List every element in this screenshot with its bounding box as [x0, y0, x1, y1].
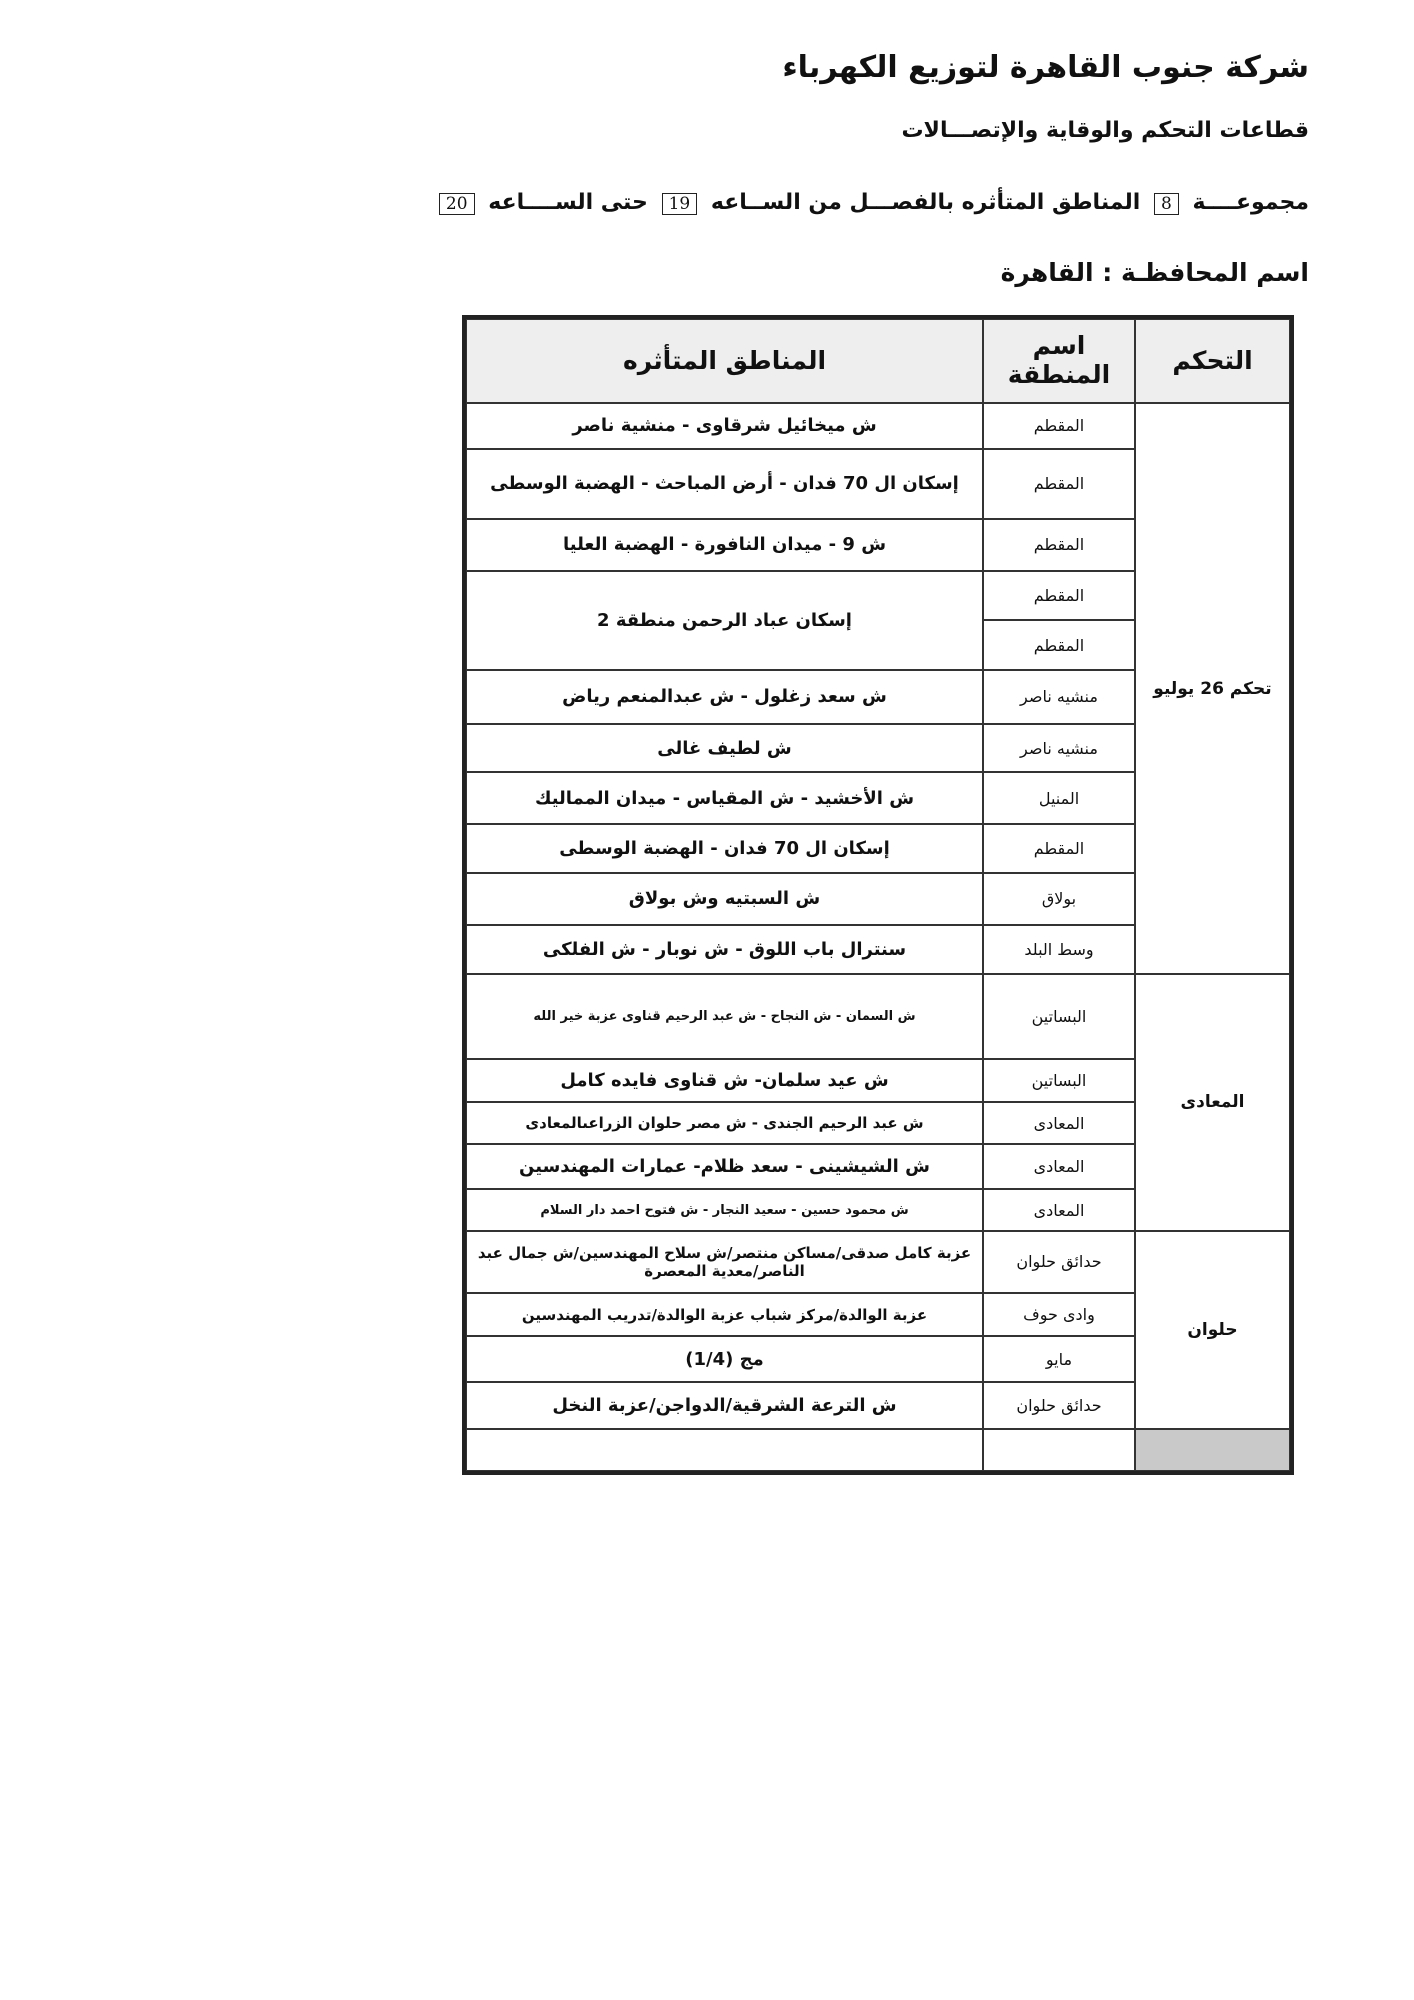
- region-cell: البساتين: [983, 974, 1135, 1059]
- region-cell: البساتين: [983, 1059, 1135, 1102]
- areas-cell: عزبة الوالدة/مركز شباب عزبة الوالدة/تدريب المهندسين: [466, 1293, 983, 1336]
- areas-cell: ش عبد الرحيم الجندى - ش مصر حلوان الزراعىالمعادى: [466, 1102, 983, 1143]
- areas-cell: ش الشيشينى - سعد ظلام- عمارات المهندسين: [466, 1144, 983, 1190]
- to-hour: 20: [439, 193, 475, 215]
- header-areas: المناطق المتأثره: [466, 319, 983, 403]
- region-cell: المنيل: [983, 772, 1135, 824]
- until-text: حتى الســــاعه: [488, 190, 648, 215]
- region-cell: وادى حوف: [983, 1293, 1135, 1336]
- areas-cell: ش الأخشيد - ش المقياس - ميدان المماليك: [466, 772, 983, 824]
- sector-name: قطاعات التحكم والوقاية والإتصـــالات: [901, 118, 1309, 143]
- group-number: 8: [1154, 193, 1179, 215]
- region-cell: المقطم: [983, 519, 1135, 571]
- areas-cell: ش السبتيه وش بولاق: [466, 873, 983, 925]
- empty-cell: [466, 1429, 983, 1471]
- areas-cell: ش الترعة الشرقية/الدواجن/عزبة النخل: [466, 1382, 983, 1430]
- table-row: [466, 974, 1290, 1059]
- region-cell: منشيه ناصر: [983, 670, 1135, 724]
- areas-cell: إسكان عباد الرحمن منطقة 2: [466, 571, 983, 670]
- company-name: شركة جنوب القاهرة لتوزيع الكهرباء: [782, 50, 1309, 85]
- region-cell: بولاق: [983, 873, 1135, 925]
- areas-cell: ش ميخائيل شرقاوى - منشية ناصر: [466, 403, 983, 449]
- group-line: [433, 190, 1309, 215]
- areas-cell: مج (1/4): [466, 1336, 983, 1382]
- region-cell: المقطم: [983, 620, 1135, 670]
- header-control: التحكم: [1135, 319, 1290, 403]
- region-cell: المقطم: [983, 403, 1135, 449]
- control-cell: المعادى: [1135, 974, 1290, 1231]
- control-cell: حلوان: [1135, 1231, 1290, 1430]
- region-cell: مايو: [983, 1336, 1135, 1382]
- table-row-empty: [466, 1429, 1290, 1471]
- table-row: [466, 1231, 1290, 1293]
- empty-cell: [1135, 1429, 1290, 1471]
- region-cell: حدائق حلوان: [983, 1382, 1135, 1430]
- region-cell: المقطم: [983, 571, 1135, 621]
- header-region: اسم المنطقة: [983, 319, 1135, 403]
- affected-text: المناطق المتأثره بالفصـــل من الســاعه: [710, 190, 1141, 215]
- group-label: مجموعــــة: [1192, 190, 1309, 215]
- areas-cell: إسكان ال 70 فدان - أرض المباحث - الهضبة الوسطى: [466, 449, 983, 519]
- region-cell: المقطم: [983, 449, 1135, 519]
- areas-cell: سنترال باب اللوق - ش نوبار - ش الفلكى: [466, 925, 983, 975]
- control-cell: تحكم 26 يوليو: [1135, 403, 1290, 974]
- outage-table-frame: [462, 315, 1294, 1475]
- outage-table: [466, 319, 1290, 1471]
- areas-cell: إسكان ال 70 فدان - الهضبة الوسطى: [466, 824, 983, 873]
- empty-cell: [983, 1429, 1135, 1471]
- areas-cell: ش 9 - ميدان النافورة - الهضبة العليا: [466, 519, 983, 571]
- areas-cell: ش عيد سلمان- ش قناوى فايده كامل: [466, 1059, 983, 1102]
- governorate-title: اسم المحافظـة : القاهرة: [1000, 258, 1309, 287]
- region-cell: المعادى: [983, 1189, 1135, 1230]
- region-cell: المعادى: [983, 1102, 1135, 1143]
- areas-cell: ش لطيف غالى: [466, 724, 983, 773]
- areas-cell: عزبة كامل صدقى/مساكن منتصر/ش سلاح المهندسين/ش جمال عبد الناصر/معدية المعصرة: [466, 1231, 983, 1293]
- table-row: [466, 403, 1290, 449]
- region-cell: وسط البلد: [983, 925, 1135, 975]
- region-cell: المقطم: [983, 824, 1135, 873]
- from-hour: 19: [662, 193, 698, 215]
- areas-cell: ش سعد زغلول - ش عبدالمنعم رياض: [466, 670, 983, 724]
- areas-cell: ش السمان - ش النجاح - ش عبد الرحيم قناوى عزبة خير الله: [466, 974, 983, 1059]
- region-cell: منشيه ناصر: [983, 724, 1135, 773]
- region-cell: حدائق حلوان: [983, 1231, 1135, 1293]
- areas-cell: ش محمود حسين - سعيد النجار - ش فتوح احمد دار السلام: [466, 1189, 983, 1230]
- region-cell: المعادى: [983, 1144, 1135, 1190]
